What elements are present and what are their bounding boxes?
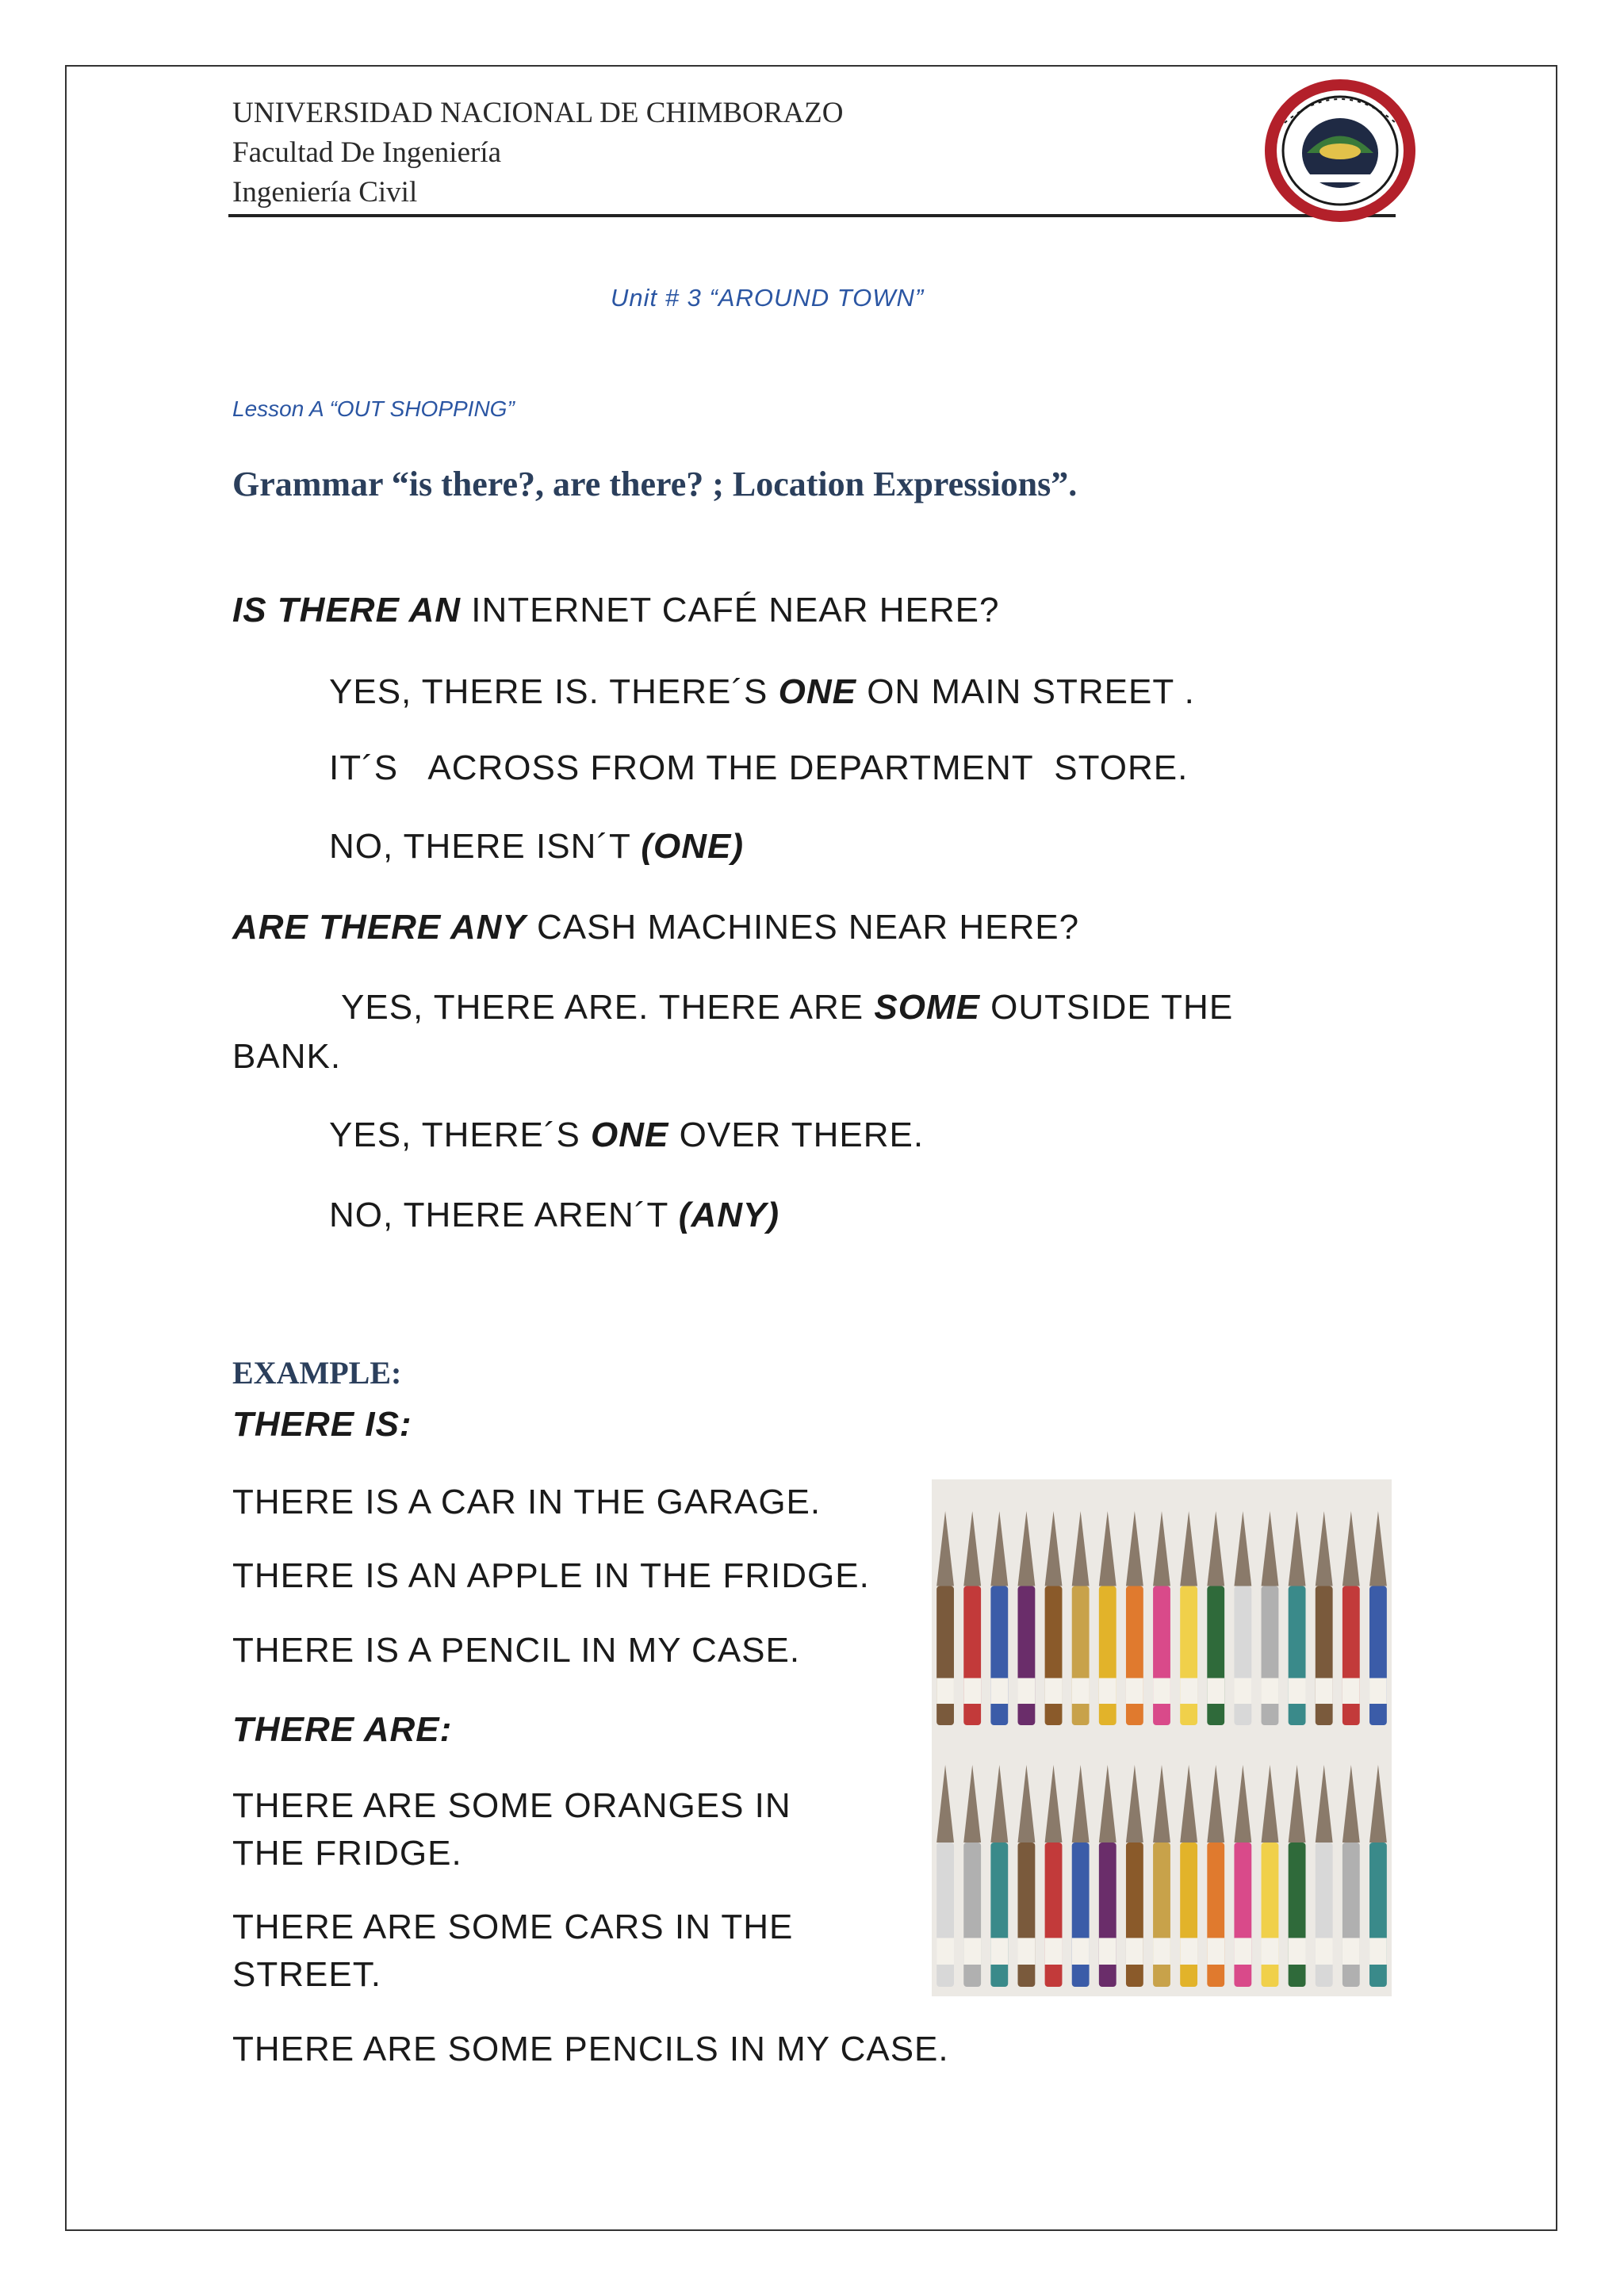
pencil-label-band: [1369, 1938, 1387, 1965]
pencil-label-band: [1316, 1938, 1333, 1965]
pencil-body: [1342, 1586, 1360, 1726]
pencil-body: [1234, 1843, 1251, 1987]
pencil-body: [1072, 1843, 1090, 1987]
answer-text: YES, THERE IS. THERE´S: [329, 672, 779, 711]
pencil-label-band: [1180, 1938, 1197, 1965]
example-sentence: THERE ARE SOME PENCILS IN MY CASE.: [232, 2030, 949, 2068]
pencil-label-band: [1289, 1678, 1306, 1704]
pencil-body: [1342, 1843, 1360, 1987]
pencil-body: [1180, 1843, 1197, 1987]
pencil-label-band: [1126, 1678, 1143, 1704]
pencil-body: [1289, 1586, 1306, 1726]
career-name: Ingeniería Civil: [232, 176, 418, 209]
question-are-there: [232, 908, 1079, 947]
pencil-body: [1072, 1586, 1090, 1726]
pencil-body: [1180, 1586, 1197, 1726]
pencil-label-band: [1262, 1938, 1279, 1965]
pencil-label-band: [1180, 1678, 1197, 1704]
answer-text: IT´S ACROSS FROM THE DEPARTMENT STORE.: [329, 748, 1189, 787]
pencil-label-band: [1017, 1678, 1035, 1704]
faculty-name: Facultad De Ingeniería: [232, 136, 502, 169]
colored-pencils-photo: [932, 1479, 1392, 1996]
answer-text: OVER THERE.: [668, 1115, 925, 1154]
answer-text: YES, THERE ARE. THERE ARE: [341, 988, 875, 1027]
pencil-body: [936, 1843, 954, 1987]
question-text: CASH MACHINES NEAR HERE?: [526, 908, 1080, 947]
document-header: [232, 94, 843, 212]
pencil-label-band: [936, 1938, 954, 1965]
pencil-body: [1099, 1586, 1116, 1726]
pencil-label-band: [990, 1678, 1008, 1704]
example-sentence: THE FRIDGE.: [232, 1834, 462, 1873]
answer-text: NO, THERE AREN´T: [329, 1196, 679, 1234]
answer-keyword: (ANY): [678, 1196, 779, 1234]
pencil-label-band: [1099, 1678, 1116, 1704]
pencil-body: [1126, 1586, 1143, 1726]
pencil-body: [1017, 1843, 1035, 1987]
university-seal-icon: [1261, 75, 1419, 226]
pencil-body: [1369, 1843, 1387, 1987]
pencil-label-band: [1072, 1678, 1090, 1704]
pencil-label-band: [1342, 1938, 1360, 1965]
answer-text: OUTSIDE THE: [979, 988, 1234, 1027]
question-keyword: IS THERE AN: [232, 591, 462, 629]
pencil-label-band: [936, 1678, 954, 1704]
question-text: INTERNET CAFÉ NEAR HERE?: [461, 591, 1000, 629]
answer-line: [329, 1115, 924, 1155]
pencil-label-band: [990, 1938, 1008, 1965]
example-sentence: THERE IS A CAR IN THE GARAGE.: [232, 1483, 822, 1521]
answer-keyword: (ONE): [641, 827, 744, 866]
answer-keyword: ONE: [778, 672, 856, 711]
example-sentence: THERE IS AN APPLE IN THE FRIDGE.: [232, 1556, 870, 1595]
pencil-body: [1262, 1586, 1279, 1726]
pencil-label-band: [1316, 1678, 1333, 1704]
pencil-label-band: [1289, 1938, 1306, 1965]
pencil-body: [963, 1586, 981, 1726]
pencil-body: [1369, 1586, 1387, 1726]
pencil-body: [990, 1843, 1008, 1987]
answer-keyword: ONE: [591, 1115, 669, 1154]
answer-text: NO, THERE ISN´T: [329, 827, 642, 866]
pencil-label-band: [1369, 1678, 1387, 1704]
pencil-body: [1262, 1843, 1279, 1987]
there-is-heading: THERE IS:: [232, 1405, 412, 1444]
pencil-label-band: [963, 1938, 981, 1965]
pencil-label-band: [1072, 1938, 1090, 1965]
pencil-label-band: [1262, 1678, 1279, 1704]
pencil-body: [1316, 1586, 1333, 1726]
pencil-body: [963, 1843, 981, 1987]
pencil-label-band: [1207, 1678, 1224, 1704]
pencil-label-band: [1126, 1938, 1143, 1965]
question-is-there: [232, 591, 999, 630]
pencil-body: [936, 1586, 954, 1726]
pencil-body: [1126, 1843, 1143, 1987]
pencil-label-band: [1234, 1938, 1251, 1965]
pencil-label-band: [963, 1678, 981, 1704]
example-sentence: THERE ARE SOME CARS IN THE: [232, 1908, 794, 1946]
answer-line: [329, 827, 744, 867]
pencil-label-band: [1017, 1938, 1035, 1965]
there-are-heading: THERE ARE:: [232, 1710, 453, 1749]
answer-keyword: SOME: [874, 988, 980, 1027]
university-name: UNIVERSIDAD NACIONAL DE CHIMBORAZO: [232, 97, 844, 129]
pencil-body: [1289, 1843, 1306, 1987]
pencil-label-band: [1234, 1678, 1251, 1704]
answer-line: [341, 988, 1233, 1027]
pencil-body: [1316, 1843, 1333, 1987]
pencil-label-band: [1153, 1938, 1170, 1965]
pencil-body: [1045, 1843, 1063, 1987]
answer-line: [329, 1196, 779, 1235]
pencil-label-band: [1153, 1678, 1170, 1704]
pencil-label-band: [1342, 1678, 1360, 1704]
example-sentence: STREET.: [232, 1955, 381, 1994]
header-divider: [228, 214, 1396, 217]
pencil-label-band: [1045, 1938, 1063, 1965]
unit-title: Unit # 3 “AROUND TOWN”: [611, 284, 925, 312]
example-sentence: THERE ARE SOME ORANGES IN: [232, 1786, 791, 1825]
answer-line: [329, 672, 1195, 712]
answer-line-continuation: BANK.: [232, 1037, 342, 1076]
pencil-label-band: [1207, 1938, 1224, 1965]
pencil-label-band: [1045, 1678, 1063, 1704]
example-label: EXAMPLE:: [232, 1355, 402, 1391]
pencil-body: [1234, 1586, 1251, 1726]
answer-text: ON MAIN STREET .: [856, 672, 1195, 711]
pencil-body: [1207, 1843, 1224, 1987]
example-sentence: THERE IS A PENCIL IN MY CASE.: [232, 1631, 801, 1670]
question-keyword: ARE THERE ANY: [232, 908, 527, 947]
pencil-body: [1207, 1586, 1224, 1726]
pencil-body: [1017, 1586, 1035, 1726]
pencil-body: [990, 1586, 1008, 1726]
answer-text: YES, THERE´S: [329, 1115, 592, 1154]
pencil-label-band: [1099, 1938, 1116, 1965]
grammar-title: Grammar “is there?, are there? ; Location Expressions”.: [232, 465, 1078, 503]
lesson-title: Lesson A “OUT SHOPPING”: [232, 396, 515, 421]
pencil-body: [1153, 1843, 1170, 1987]
pencil-body: [1099, 1843, 1116, 1987]
answer-line: [329, 748, 1188, 788]
pencil-body: [1045, 1586, 1063, 1726]
pencil-body: [1153, 1586, 1170, 1726]
